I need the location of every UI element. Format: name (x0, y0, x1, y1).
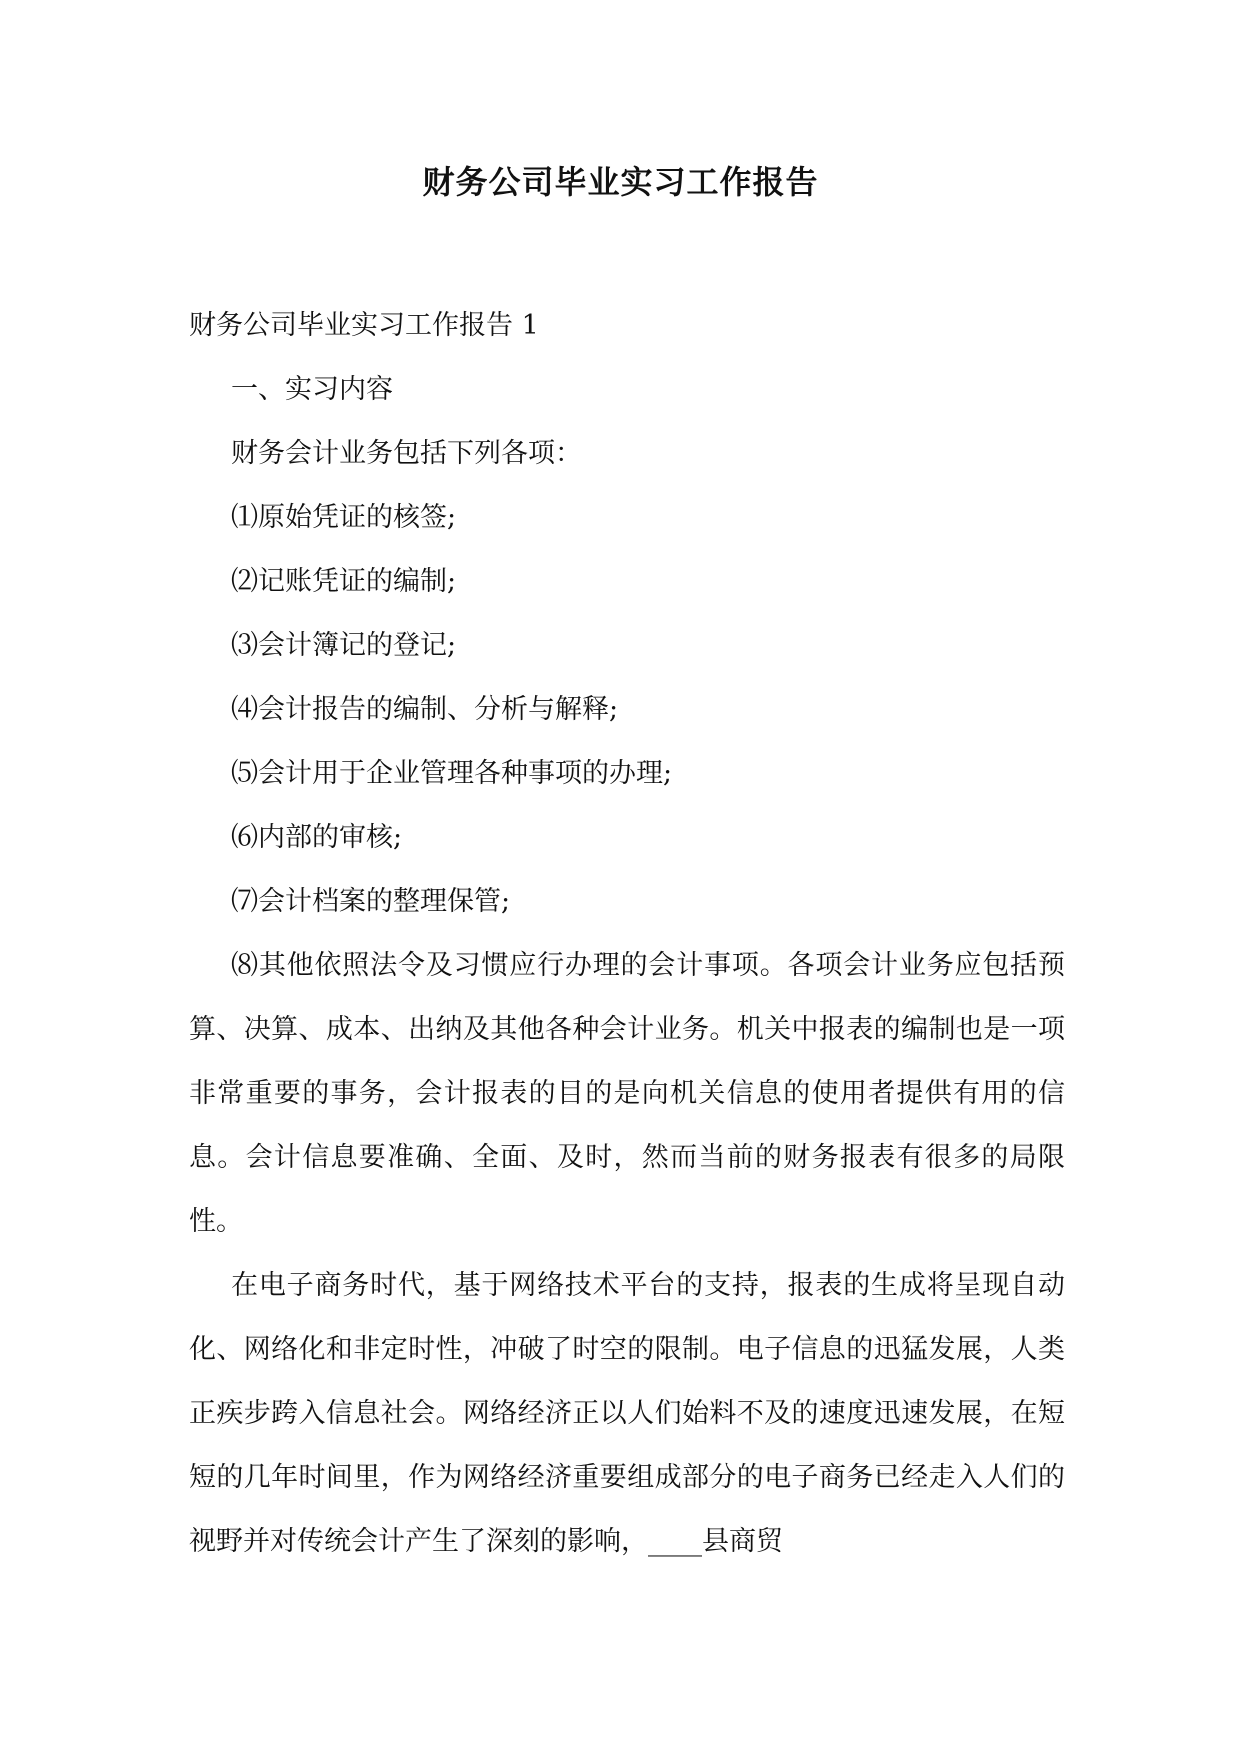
list-item: ⑵记账凭证的编制; (231, 566, 457, 597)
intro-line: 财务会计业务包括下列各项： (231, 438, 582, 469)
document-body (189, 294, 1065, 1574)
list-item: ⑸会计用于企业管理各种事项的办理; (231, 758, 673, 789)
document-title: 财务公司毕业实习工作报告 (422, 163, 819, 201)
body-paragraph: 在电子商务时代，基于网络技术平台的支持，报表的生成将呈现自动化、网络化和非定时性，冲破了时空的限制。电子信息的迅猛发展，人类正疾步跨入信息社会。网络经济正以人们始料不及的速度迅速发展，在短短的几年时间里，作为网络经济重要组成部分的电子商务已经走入人们的视野并对传统会计产生了深刻的影响，____县商贸 (189, 1270, 1065, 1557)
subheading: 一、实习内容 (231, 374, 393, 405)
list-item: ⑶会计簿记的登记; (231, 630, 457, 661)
body-paragraph: ⑻其他依照法令及习惯应行办理的会计事项。各项会计业务应包括预算、决算、成本、出纳及其他各种会计业务。机关中报表的编制也是一项非常重要的事务，会计报表的目的是向机关信息的使用者提供有用的信息。会计信息要准确、全面、及时，然而当前的财务报表有很多的局限性。 (189, 950, 1065, 1237)
list-item: ⑺会计档案的整理保管; (231, 886, 511, 917)
section-heading: 财务公司毕业实习工作报告 1 (189, 310, 539, 341)
list-item: ⑹内部的审核; (231, 822, 403, 853)
list-item: ⑷会计报告的编制、分析与解释; (231, 694, 619, 725)
list-item: ⑴原始凭证的核签; (231, 502, 457, 533)
